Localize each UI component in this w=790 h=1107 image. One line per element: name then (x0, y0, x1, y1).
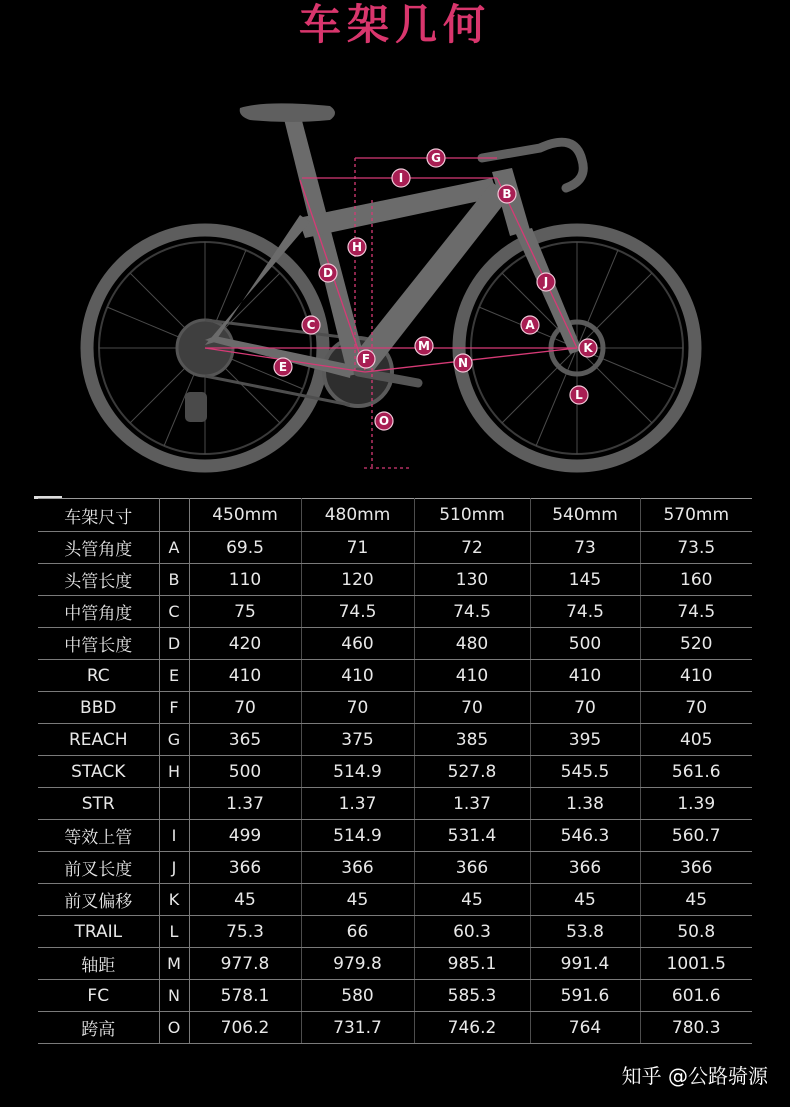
row-value: 1.37 (189, 788, 301, 820)
row-value: 73 (530, 532, 640, 564)
row-label: 中管角度 (38, 596, 159, 628)
row-value: 977.8 (189, 948, 301, 980)
row-value: 1.38 (530, 788, 640, 820)
row-letter: J (159, 852, 189, 884)
row-label: BBD (38, 692, 159, 724)
row-value: 706.2 (189, 1012, 301, 1044)
table-row (38, 852, 752, 884)
row-value: 991.4 (530, 948, 640, 980)
row-value: 1.37 (301, 788, 414, 820)
row-value: 45 (640, 884, 752, 916)
row-label: RC (38, 660, 159, 692)
row-value: 365 (189, 724, 301, 756)
svg-text:F: F (361, 352, 371, 366)
marker-O (375, 412, 393, 430)
row-value: 405 (640, 724, 752, 756)
marker-B (498, 185, 516, 203)
row-value: 1001.5 (640, 948, 752, 980)
row-value: 71 (301, 532, 414, 564)
row-letter: L (159, 916, 189, 948)
svg-text:J: J (543, 275, 549, 289)
row-value: 520 (640, 628, 752, 660)
saddle (240, 103, 335, 122)
row-letter: O (159, 1012, 189, 1044)
row-value: 545.5 (530, 756, 640, 788)
row-label: TRAIL (38, 916, 159, 948)
row-letter: H (159, 756, 189, 788)
row-label: STR (38, 788, 159, 820)
row-value: 45 (189, 884, 301, 916)
row-value: 160 (640, 564, 752, 596)
table-row (38, 980, 752, 1012)
svg-text:B: B (502, 187, 512, 201)
letter-header (159, 499, 189, 532)
marker-I (392, 169, 410, 187)
marker-K (579, 339, 597, 357)
row-value: 480 (414, 628, 530, 660)
svg-text:I: I (398, 171, 404, 185)
row-letter: K (159, 884, 189, 916)
row-value: 601.6 (640, 980, 752, 1012)
svg-text:C: C (306, 318, 316, 332)
row-value: 410 (189, 660, 301, 692)
row-value: 731.7 (301, 1012, 414, 1044)
row-label: 前叉长度 (38, 852, 159, 884)
row-letter: M (159, 948, 189, 980)
svg-text:K: K (583, 341, 593, 355)
row-value: 531.4 (414, 820, 530, 852)
table-row (38, 788, 752, 820)
row-value: 74.5 (414, 596, 530, 628)
row-value: 1.39 (640, 788, 752, 820)
marker-A (521, 316, 539, 334)
marker-C (302, 316, 320, 334)
row-value: 979.8 (301, 948, 414, 980)
row-value: 73.5 (640, 532, 752, 564)
row-value: 780.3 (640, 1012, 752, 1044)
row-value: 74.5 (530, 596, 640, 628)
row-label: 轴距 (38, 948, 159, 980)
watermark: 知乎 @公路骑源 (621, 1064, 768, 1088)
row-value: 366 (189, 852, 301, 884)
svg-text:D: D (323, 266, 333, 280)
marker-N (454, 354, 472, 372)
row-letter (159, 788, 189, 820)
row-label: 前叉偏移 (38, 884, 159, 916)
size-header: 570mm (640, 499, 752, 532)
row-value: 561.6 (640, 756, 752, 788)
row-value: 514.9 (301, 756, 414, 788)
row-value: 514.9 (301, 820, 414, 852)
row-value: 1.37 (414, 788, 530, 820)
row-value: 70 (530, 692, 640, 724)
svg-text:N: N (457, 356, 469, 370)
size-header: 510mm (414, 499, 530, 532)
row-label: 等效上管 (38, 820, 159, 852)
row-letter: D (159, 628, 189, 660)
row-label: FC (38, 980, 159, 1012)
table-header-row (38, 499, 752, 532)
row-value: 375 (301, 724, 414, 756)
size-header: 450mm (189, 499, 301, 532)
row-value: 500 (530, 628, 640, 660)
row-value: 110 (189, 564, 301, 596)
table-row (38, 564, 752, 596)
row-value: 395 (530, 724, 640, 756)
row-letter: F (159, 692, 189, 724)
row-value: 45 (414, 884, 530, 916)
row-value: 746.2 (414, 1012, 530, 1044)
corner-label: 车架尺寸 (38, 499, 159, 532)
row-value: 70 (414, 692, 530, 724)
row-value: 70 (301, 692, 414, 724)
row-value: 60.3 (414, 916, 530, 948)
rear-derailleur (185, 392, 207, 422)
row-letter: N (159, 980, 189, 1012)
row-value: 366 (530, 852, 640, 884)
row-value: 74.5 (640, 596, 752, 628)
size-header: 480mm (301, 499, 414, 532)
row-value: 50.8 (640, 916, 752, 948)
row-value: 366 (414, 852, 530, 884)
row-value: 130 (414, 564, 530, 596)
row-value: 145 (530, 564, 640, 596)
table-row (38, 660, 752, 692)
row-value: 499 (189, 820, 301, 852)
size-header: 540mm (530, 499, 640, 532)
row-value: 410 (640, 660, 752, 692)
table-row (38, 596, 752, 628)
svg-text:M: M (418, 339, 430, 353)
row-value: 527.8 (414, 756, 530, 788)
marker-M (415, 337, 433, 355)
svg-text:G: G (431, 151, 441, 165)
table-row (38, 724, 752, 756)
row-value: 764 (530, 1012, 640, 1044)
svg-text:A: A (525, 318, 535, 332)
row-value: 546.3 (530, 820, 640, 852)
row-value: 69.5 (189, 532, 301, 564)
row-value: 410 (530, 660, 640, 692)
row-label: 头管角度 (38, 532, 159, 564)
table-row (38, 692, 752, 724)
page-title: 车架几何 (298, 0, 491, 49)
row-letter: B (159, 564, 189, 596)
table-row (38, 884, 752, 916)
row-value: 74.5 (301, 596, 414, 628)
row-value: 410 (414, 660, 530, 692)
row-label: STACK (38, 756, 159, 788)
row-value: 591.6 (530, 980, 640, 1012)
row-value: 70 (640, 692, 752, 724)
row-value: 460 (301, 628, 414, 660)
row-value: 985.1 (414, 948, 530, 980)
table-row (38, 948, 752, 980)
svg-text:O: O (378, 414, 390, 428)
table-row (38, 628, 752, 660)
row-letter: C (159, 596, 189, 628)
table-row (38, 756, 752, 788)
row-value: 578.1 (189, 980, 301, 1012)
row-value: 53.8 (530, 916, 640, 948)
row-value: 75.3 (189, 916, 301, 948)
bike-geometry-diagram (0, 60, 790, 480)
geometry-table-container (38, 498, 752, 1044)
geometry-table (38, 498, 752, 1044)
row-label: 头管长度 (38, 564, 159, 596)
marker-H (348, 238, 366, 256)
row-value: 410 (301, 660, 414, 692)
row-value: 366 (640, 852, 752, 884)
row-value: 66 (301, 916, 414, 948)
row-label: REACH (38, 724, 159, 756)
row-label: 中管长度 (38, 628, 159, 660)
row-letter: A (159, 532, 189, 564)
table-row (38, 1012, 752, 1044)
row-value: 560.7 (640, 820, 752, 852)
row-value: 580 (301, 980, 414, 1012)
svg-text:E: E (278, 360, 288, 374)
row-label: 跨高 (38, 1012, 159, 1044)
marker-F (357, 350, 375, 368)
table-row (38, 532, 752, 564)
row-letter: G (159, 724, 189, 756)
marker-E (274, 358, 292, 376)
svg-text:H: H (351, 240, 363, 254)
row-value: 366 (301, 852, 414, 884)
marker-G (427, 149, 445, 167)
row-value: 120 (301, 564, 414, 596)
row-value: 72 (414, 532, 530, 564)
table-row (38, 820, 752, 852)
marker-D (319, 264, 337, 282)
row-letter: I (159, 820, 189, 852)
row-value: 70 (189, 692, 301, 724)
row-value: 385 (414, 724, 530, 756)
row-value: 75 (189, 596, 301, 628)
row-letter: E (159, 660, 189, 692)
marker-J (537, 273, 555, 291)
marker-L (570, 386, 588, 404)
row-value: 500 (189, 756, 301, 788)
row-value: 45 (530, 884, 640, 916)
table-row (38, 916, 752, 948)
row-value: 45 (301, 884, 414, 916)
row-value: 420 (189, 628, 301, 660)
row-value: 585.3 (414, 980, 530, 1012)
svg-text:L: L (575, 388, 583, 402)
